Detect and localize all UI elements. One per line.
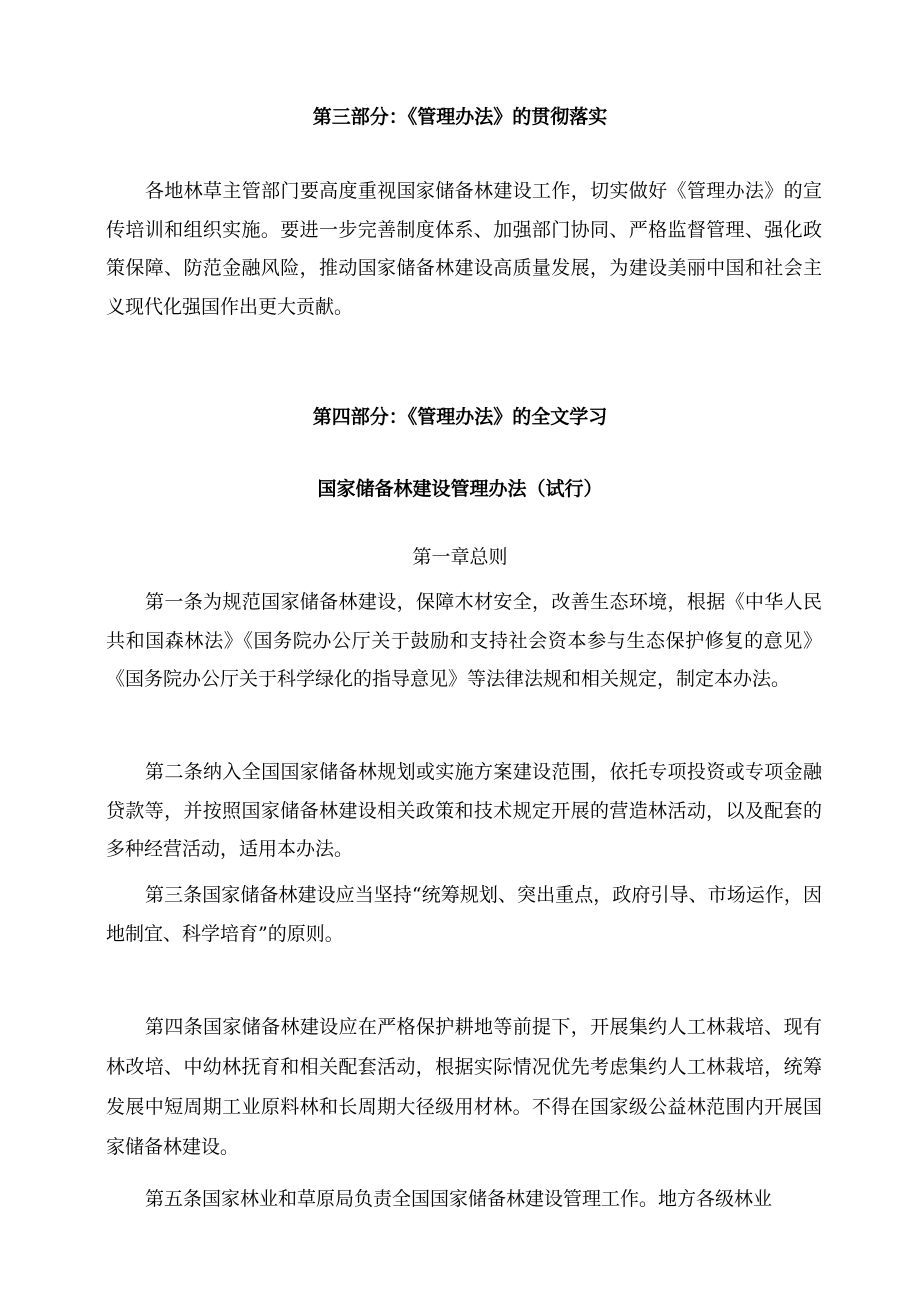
article-2: 第二条纳入全国国家储备林规划或实施方案建设范围，依托专项投资或专项金融贷款等，并按照国家储备林建设相关政策和技术规定开展的营造林活动，以及配套的多种经营活动，适用本办法。: [106, 761, 822, 860]
article-5: 第五条国家林业和草原局负责全国国家储备林建设管理工作。地方各级林业: [145, 1188, 773, 1210]
article-1: 第一条为规范国家储备林建设，保障木材安全，改善生态环境，根据《中华人民共和国森林法》《国务院办公厅关于鼓励和支持社会资本参与生态保护修复的意见》《国务院办公厅关于科学绿化的指导意见》等法律法规和相关规定，制定本办法。: [106, 591, 822, 690]
article-3: 第三条国家储备林建设应当坚持“统筹规划、突出重点，政府引导、市场运作，因地制宜、科学培育”的原则。: [106, 884, 822, 945]
section3-paragraph: 各地林草主管部门要高度重视国家储备林建设工作，切实做好《管理办法》的宣传培训和组织实施。要进一步完善制度体系、加强部门协同、严格监督管理、强化政策保障、防范金融风险，推动国家储备林建设高质量发展，为建设美丽中国和社会主义现代化强国作出更大贡献。: [106, 180, 822, 318]
article-4: 第四条国家储备林建设应在严格保护耕地等前提下，开展集约人工林栽培、现有林改培、中幼林抚育和相关配套活动，根据实际情况优先考虑集约人工林栽培，统筹发展中短周期工业原料林和长周期大径级用材林。不得在国家级公益林范围内开展国家储备林建设。: [106, 1016, 822, 1158]
chapter-heading: 第一章总则: [412, 546, 508, 568]
section3-title: 第三部分：《管理办法》的贯彻落实: [312, 106, 608, 128]
section4-title: 第四部分：《管理办法》的全文学习: [312, 406, 608, 428]
document-title: 国家储备林建设管理办法（试行）: [317, 478, 603, 500]
